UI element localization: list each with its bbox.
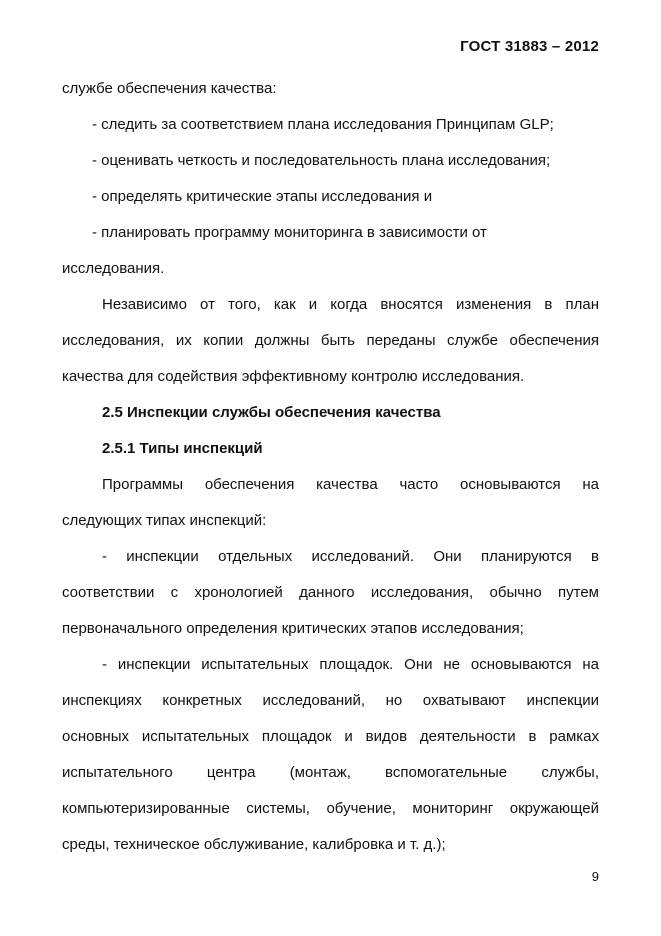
text-line: компьютеризированные системы, обучение, мониторинг окружающей: [62, 800, 599, 817]
section-heading: 2.5 Инспекции службы обеспечения качества: [102, 404, 441, 421]
list-item: - планировать программу мониторинга в зависимости от: [92, 224, 487, 241]
text-line: службе обеспечения качества:: [62, 80, 277, 97]
list-item: - оценивать четкость и последовательность плана исследования;: [92, 152, 551, 169]
document-header: ГОСТ 31883 – 2012: [460, 38, 599, 55]
text-line: основных испытательных площадок и видов деятельности в рамках: [62, 728, 599, 745]
list-item: - инспекции отдельных исследований. Они планируются в: [102, 548, 599, 565]
subsection-heading: 2.5.1 Типы инспекций: [102, 440, 263, 457]
text-line: исследования, их копии должны быть переданы службе обеспечения: [62, 332, 599, 349]
list-item: - инспекции испытательных площадок. Они не основываются на: [102, 656, 599, 673]
text-line: соответствии с хронологией данного исследования, обычно путем: [62, 584, 599, 601]
text-line: инспекциях конкретных исследований, но охватывают инспекции: [62, 692, 599, 709]
list-item: - следить за соответствием плана исследования Принципам GLP;: [92, 116, 554, 133]
paragraph-first-line: Программы обеспечения качества часто основываются на: [102, 476, 599, 493]
text-line: исследования.: [62, 260, 165, 277]
text-line: первоначального определения критических этапов исследования;: [62, 620, 524, 637]
paragraph-first-line: Независимо от того, как и когда вносятся изменения в план: [102, 296, 599, 313]
page-number: 9: [591, 869, 599, 884]
document-body: [62, 78, 599, 870]
list-item: - определять критические этапы исследования и: [92, 188, 433, 205]
text-line: следующих типах инспекций:: [62, 512, 267, 529]
text-line: качества для содействия эффективному контролю исследования.: [62, 368, 525, 385]
text-line: среды, техническое обслуживание, калибровка и т. д.);: [62, 836, 446, 853]
text-line: испытательного центра (монтаж, вспомогательные службы,: [62, 764, 599, 781]
